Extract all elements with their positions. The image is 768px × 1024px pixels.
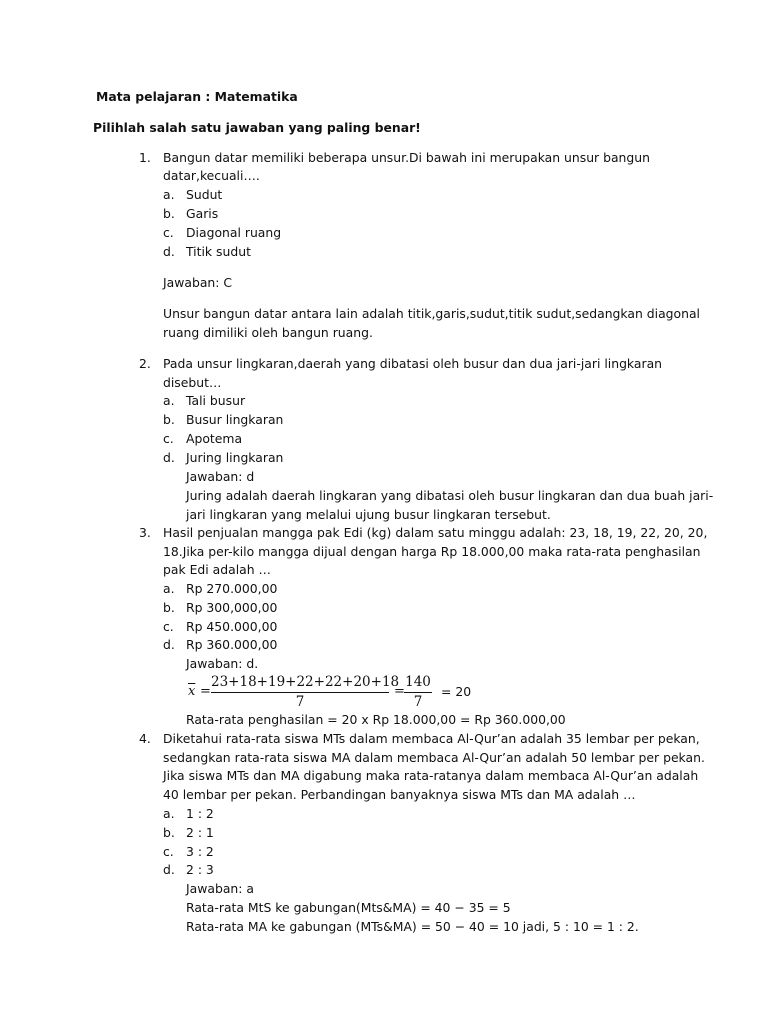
question-number: 3. (139, 525, 151, 540)
option-letter: c. (163, 225, 174, 240)
question-text: Bangun datar memiliki beberapa unsur.Di bawah ini merupakan unsur bangun (163, 150, 650, 165)
option-letter: a. (163, 187, 175, 202)
option-text: Diagonal ruang (186, 225, 282, 240)
explanation-text: Juring adalah daerah lingkaran yang dibatasi oleh busur lingkaran dan dua buah jari- (186, 488, 714, 503)
simplified-fraction (404, 674, 432, 711)
option-text: Rp 270.000,00 (186, 581, 278, 596)
option-letter: b. (163, 412, 175, 427)
fraction-bar (211, 692, 389, 693)
option-text: 2 : 1 (186, 825, 214, 840)
question-text: 18.Jika per-kilo mangga dijual dengan harga Rp 18.000,00 maka rata-rata penghasilan (163, 544, 701, 559)
answer-line: Jawaban: C (163, 275, 233, 290)
calculation-line: Rata-rata MA ke gabungan (MTs&MA) = 50 − 40 = 10 jadi, 5 : 10 = 1 : 2. (186, 919, 639, 934)
option-letter: d. (163, 637, 175, 652)
question-number: 2. (139, 356, 151, 371)
option-letter: a. (163, 393, 175, 408)
question-text: pak Edi adalah … (163, 562, 271, 577)
answer-line: Jawaban: d (186, 469, 255, 484)
mean-symbol: $\overline{x}$ (188, 684, 196, 699)
question-text: Hasil penjualan mangga pak Edi (kg) dalam satu minggu adalah: 23, 18, 19, 22, 20, 20, (163, 525, 708, 540)
option-letter: c. (163, 844, 174, 859)
explanation-text: jari lingkaran yang melalui ujung busur lingkaran tersebut. (186, 507, 551, 522)
option-letter: a. (163, 806, 175, 821)
answer-line: Jawaban: d. (186, 656, 259, 671)
option-letter: d. (163, 244, 175, 259)
option-text: Tali busur (186, 393, 246, 408)
question-text: datar,kecuali…. (163, 168, 260, 183)
equals-sign: = (200, 684, 211, 699)
subject-heading: Mata pelajaran : Matematika (96, 89, 298, 104)
option-text: Garis (186, 206, 219, 221)
option-letter: b. (163, 825, 175, 840)
question-text: disebut… (163, 375, 222, 390)
question-number: 4. (139, 731, 151, 746)
option-text: 2 : 3 (186, 862, 214, 877)
fraction-denominator: 7 (413, 694, 423, 710)
question-number: 1. (139, 150, 151, 165)
equals-sign: = (394, 684, 405, 699)
question-text: Pada unsur lingkaran,daerah yang dibatasi oleh busur dan dua jari-jari lingkaran (163, 356, 663, 371)
option-letter: b. (163, 600, 175, 615)
instruction-heading: Pilihlah salah satu jawaban yang paling benar! (93, 120, 421, 135)
fraction-numerator: 23+18+19+22+22+20+18 (211, 674, 400, 690)
question-text: 40 lembar per pekan. Perbandingan banyaknya siswa MTs dan MA adalah … (163, 787, 636, 802)
option-text: Apotema (186, 431, 243, 446)
option-letter: c. (163, 619, 174, 634)
question-text: Jika siswa MTs dan MA digabung maka rata-ratanya dalam membaca Al-Qur’an adalah (163, 768, 699, 783)
option-text: Titik sudut (186, 244, 251, 259)
explanation-text: Unsur bangun datar antara lain adalah titik,garis,sudut,titik sudut,sedangkan diagonal (163, 306, 700, 321)
option-letter: d. (163, 862, 175, 877)
question-text: Diketahui rata-rata siswa MTs dalam membaca Al-Qur’an adalah 35 lembar per pekan, (163, 731, 700, 746)
option-text: 3 : 2 (186, 844, 214, 859)
question-text: sedangkan rata-rata siswa MA dalam membaca Al-Qur’an adalah 50 lembar per pekan. (163, 750, 705, 765)
option-text: Rp 450.000,00 (186, 619, 278, 634)
sum-fraction (211, 674, 400, 711)
explanation-text: ruang dimiliki oleh bangun ruang. (163, 325, 373, 340)
calculation-line: Rata-rata penghasilan = 20 x Rp 18.000,00 = Rp 360.000,00 (186, 712, 566, 727)
option-letter: b. (163, 206, 175, 221)
fraction-bar (404, 692, 432, 693)
formula-result: = 20 (441, 684, 472, 699)
option-letter: a. (163, 581, 175, 596)
option-letter: c. (163, 431, 174, 446)
fraction-numerator: 140 (405, 674, 431, 690)
option-text: Juring lingkaran (186, 450, 284, 465)
option-text: Busur lingkaran (186, 412, 284, 427)
option-text: Rp 360.000,00 (186, 637, 278, 652)
option-text: 1 : 2 (186, 806, 214, 821)
option-text: Sudut (186, 187, 223, 202)
option-text: Rp 300,000,00 (186, 600, 278, 615)
calculation-line: Rata-rata MtS ke gabungan(Mts&MA) = 40 − 35 = 5 (186, 900, 511, 915)
answer-line: Jawaban: a (186, 881, 254, 896)
option-letter: d. (163, 450, 175, 465)
fraction-denominator: 7 (295, 694, 305, 710)
